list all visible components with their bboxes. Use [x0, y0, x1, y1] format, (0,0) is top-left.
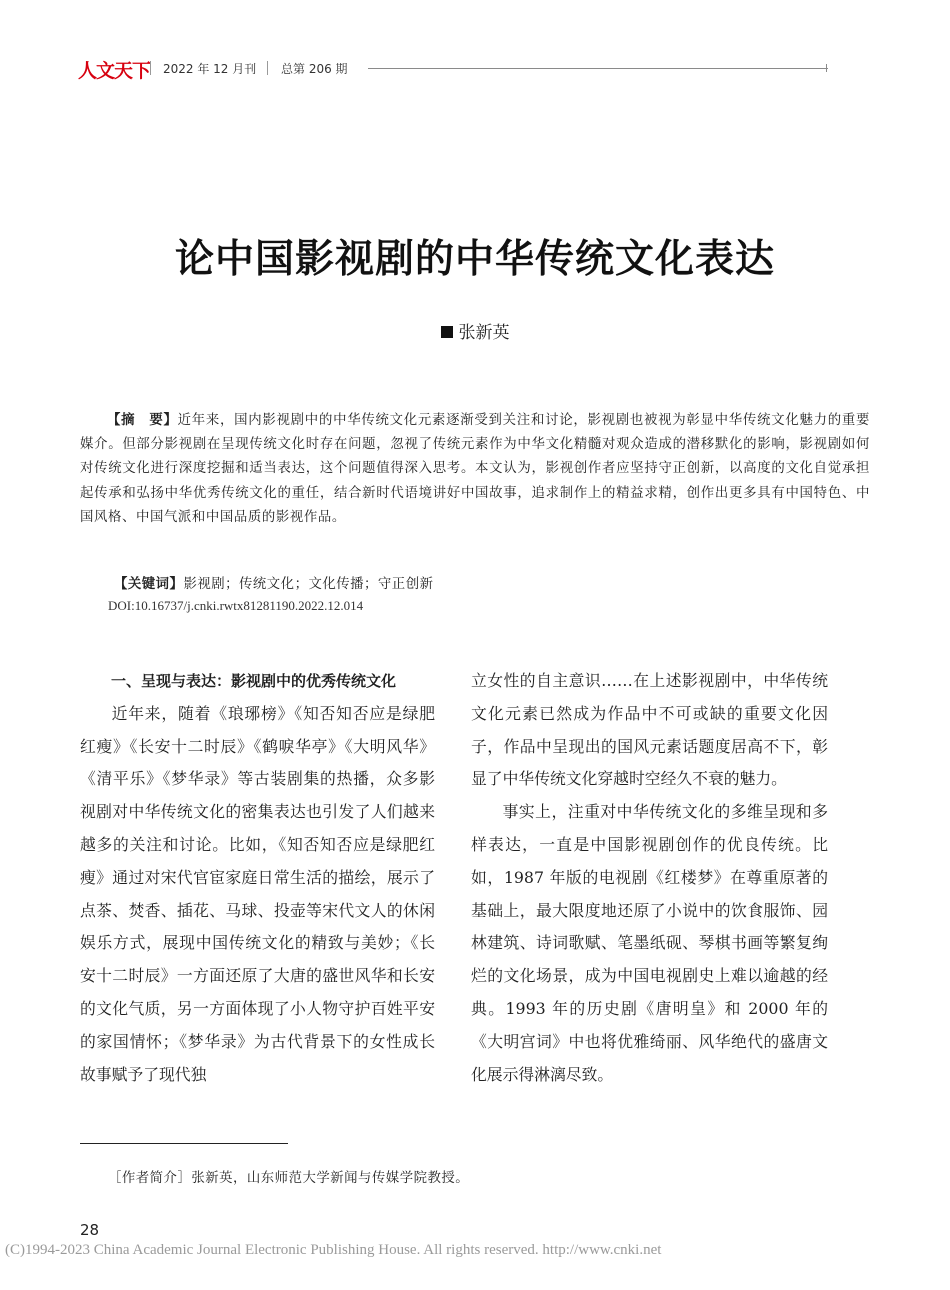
keywords — [114, 573, 433, 592]
keywords-label: 【关键词】 — [114, 577, 184, 592]
total-issue: 总第 206 期 — [281, 62, 348, 76]
author-line — [0, 318, 950, 343]
keywords-text: 影视剧；传统文化；文化传播；守正创新 — [183, 577, 434, 592]
header-separator — [267, 61, 268, 75]
page-number: 28 — [80, 1221, 100, 1239]
abstract-text: 近年来，国内影视剧中的中华传统文化元素逐渐受到关注和讨论，影视剧也被视为彰显中华传统文化魅力的重要媒介。但部分影视剧在呈现传统文化时存在问题，忽视了传统元素作为中华文化精髓对观众造成的潜移默化的影响，影视剧如何对传统文化进行深度挖掘和适当表达，这个问题值得深入思考。本文认为，影视创作者应坚持守正创新，以高度的文化自觉承担起传承和弘扬中华优秀传统文化的重任，结合新时代语境讲好中国故事，追求制作上的精益求精，创作出更多具有中国特色、中国风格、中国气派和中国品质的影视作品。 — [80, 413, 870, 525]
right-column — [471, 665, 828, 1091]
footnote-rule — [80, 1143, 288, 1144]
paragraph: 近年来，随着《琅琊榜》《知否知否应是绿肥红瘦》《长安十二时辰》《鹤唳华亭》《大明风华》《清平乐》《梦华录》等古装剧集的热播，众多影视剧对中华传统文化的密集表达也引发了人们越来越多的关注和讨论。比如，《知否知否应是绿肥红瘦》通过对宋代官宦家庭日常生活的描绘，展示了点茶、焚香、插花、马球、投壶等宋代文人的休闲娱乐方式，展现中国传统文化的精致与美妙；《长安十二时辰》一方面还原了大唐的盛世风华和长安的文化气质，另一方面体现了小人物守护百姓平安的家国情怀；《梦华录》为古代背景下的女性成长故事赋予了现代独 — [80, 703, 435, 1084]
journal-logo: 人文天下 — [78, 60, 151, 82]
copyright-watermark: (C)1994-2023 China Academic Journal Electronic Publishing House. All rights reserved. http://www.cnki.net — [5, 1242, 662, 1258]
header-rule-end — [826, 64, 827, 72]
paragraph: 事实上，注重对中华传统文化的多维呈现和多样表达，一直是中国影视剧创作的优良传统。比如，1987 年版的电视剧《红楼梦》在尊重原著的基础上，最大限度地还原了小说中的饮食服饰、园林建筑、诗词歌赋、笔墨纸砚、琴棋书画等繁复绚烂的文化场景，成为中国电视剧史上难以逾越的经典。1993 年的历史剧《唐明皇》和 2000 年的《大明宫词》中也将优雅绮丽、风华绝代的盛唐文化展示得淋漓尽致。 — [471, 802, 828, 1084]
running-header — [78, 58, 830, 80]
author-square-icon — [441, 326, 453, 338]
issue-date: 2022 年 12 月刊 — [163, 62, 257, 76]
abstract — [80, 409, 870, 530]
abstract-label: 【摘 要】 — [106, 413, 178, 428]
author-name: 张新英 — [458, 323, 510, 343]
header-separator — [150, 61, 151, 75]
paragraph: 立女性的自主意识……在上述影视剧中，中华传统文化元素已然成为作品中不可或缺的重要文化因子，作品中呈现出的国风元素话题度居高不下，彰显了中华传统文化穿越时空经久不衰的魅力。 — [471, 671, 828, 789]
section-heading: 一、呈现与表达：影视剧中的优秀传统文化 — [111, 672, 397, 690]
footnote-label: ［作者简介］ — [108, 1171, 192, 1186]
doi: DOI:10.16737/j.cnki.rwtx81281190.2022.12.014 — [108, 598, 364, 613]
footnote-text: 张新英，山东师范大学新闻与传媒学院教授。 — [191, 1171, 470, 1186]
left-column — [80, 665, 435, 1091]
article-title: 论中国影视剧的中华传统文化表达 — [174, 237, 775, 282]
author-footnote — [108, 1167, 469, 1186]
header-rule — [368, 68, 828, 69]
